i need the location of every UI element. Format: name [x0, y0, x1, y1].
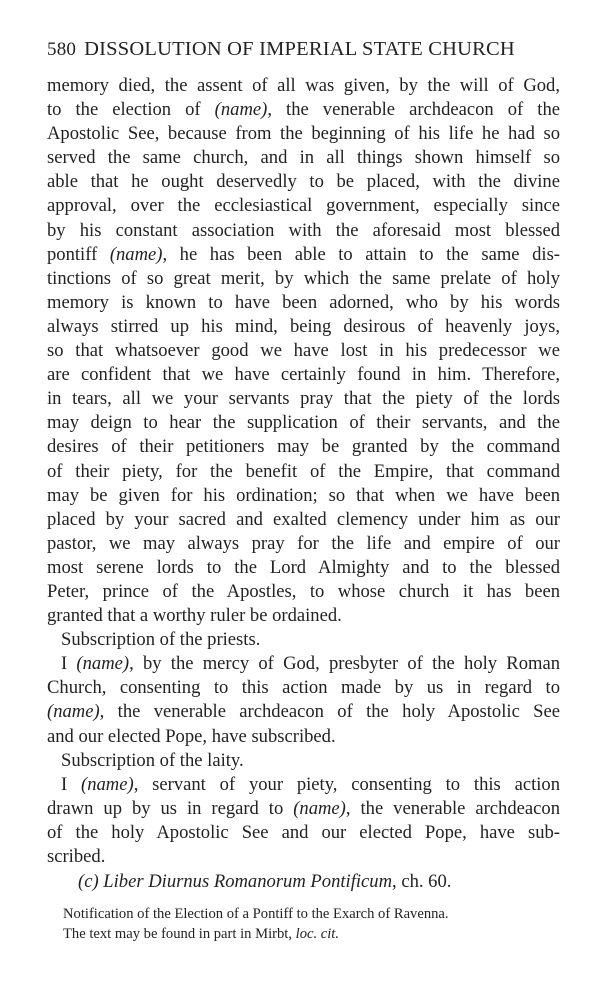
page-number: 580 — [47, 39, 77, 60]
text-line — [47, 291, 560, 315]
text-segment: most serene lords to the Lord Almighty and to the blessed — [47, 556, 560, 578]
text-segment: Subscription of the laity. — [61, 749, 244, 771]
text-segment: , the venerable archdeacon — [345, 797, 560, 819]
text-segment: able that he ought deservedly to be placed, with the divine — [47, 171, 560, 193]
name-placeholder: (name) — [109, 243, 163, 265]
text-line — [47, 580, 560, 604]
text-segment: approval, over the ecclesiastical government, especially since — [47, 195, 560, 217]
text-line — [47, 725, 560, 749]
text-segment: scribed. — [47, 846, 106, 867]
text-line — [47, 532, 560, 556]
text-segment: , the venerable archdeacon of the — [267, 99, 560, 121]
text-line — [47, 243, 560, 267]
source-note — [63, 904, 449, 944]
text-segment: placed by your sacred and exalted clemency under him as our — [47, 508, 560, 530]
text-segment: , he has been able to attain to the same dis- — [162, 243, 560, 265]
text-line — [47, 773, 560, 797]
text-segment: so that whatsoever good we have lost in his predecessor we — [47, 340, 560, 362]
text-segment: I — [61, 653, 77, 675]
text-line — [47, 363, 560, 387]
text-line — [47, 821, 560, 845]
name-placeholder: (name) — [76, 653, 130, 675]
text-segment: , servant of your piety, consenting to this action — [133, 773, 560, 795]
text-line — [47, 556, 560, 580]
text-line — [47, 460, 560, 484]
text-line — [47, 604, 560, 628]
name-placeholder: (name) — [47, 701, 100, 723]
text-line — [47, 339, 560, 363]
body-text — [47, 74, 560, 869]
text-segment: of the holy Apostolic See and our elected Pope, have sub- — [47, 821, 560, 843]
text-segment: and our elected Pope, have subscribed. — [47, 725, 336, 747]
text-segment: always stirred up his mind, being desirous of heavenly joys, — [47, 315, 560, 337]
note-reference: loc. cit. — [295, 926, 340, 942]
text-line — [47, 484, 560, 508]
text-segment: pontiff — [47, 243, 110, 265]
text-line — [47, 315, 560, 339]
text-line — [47, 194, 560, 218]
source-chapter: , ch. 60. — [392, 871, 452, 892]
text-segment: may deign to hear the supplication of their servants, and the — [47, 412, 560, 434]
text-line — [47, 146, 560, 170]
text-segment: Church, consenting to this action made by us in regard to — [47, 677, 560, 699]
text-segment: , the venerable archdeacon of the holy Apostolic See — [99, 701, 560, 723]
text-segment: drawn up by us in regard to — [47, 797, 294, 819]
text-line — [47, 749, 560, 773]
text-line — [47, 435, 560, 459]
note-line-2 — [63, 924, 449, 944]
text-line — [47, 700, 560, 724]
name-placeholder: (name) — [214, 99, 268, 121]
text-line — [47, 845, 560, 869]
text-segment: Subscription of the priests. — [61, 629, 261, 651]
text-segment: memory died, the assent of all was given, by the will of God, — [47, 75, 560, 96]
name-placeholder: (name) — [81, 773, 134, 795]
text-line — [47, 508, 560, 532]
source-heading — [78, 871, 451, 893]
text-segment: memory is known to have been adorned, who by his words — [47, 291, 560, 313]
name-placeholder: (name) — [293, 797, 346, 819]
text-line — [47, 797, 560, 821]
text-segment: tinctions of so great merit, by which the same prelate of holy — [47, 267, 560, 289]
text-segment: to the election of — [47, 99, 215, 121]
source-label: (c) — [78, 871, 99, 892]
text-segment: by his constant association with the aforesaid most blessed — [47, 219, 560, 241]
text-line — [47, 652, 560, 676]
text-segment: I — [61, 773, 82, 795]
text-line — [47, 98, 560, 122]
running-title: DISSOLUTION OF IMPERIAL STATE CHURCH — [84, 38, 515, 60]
text-line — [47, 411, 560, 435]
source-title: Liber Diurnus Romanorum Pontificum — [103, 871, 393, 892]
note-text: The text may be found in part in Mirbt, — [63, 926, 296, 942]
text-segment: Peter, prince of the Apostles, to whose church it has been — [47, 580, 560, 602]
text-line — [47, 676, 560, 700]
text-line — [47, 267, 560, 291]
text-line — [47, 74, 560, 98]
text-segment: in tears, all we your servants pray that the piety of the lords — [47, 388, 560, 410]
text-segment: desires of their petitioners may be granted by the command — [47, 436, 560, 458]
text-segment: of their piety, for the benefit of the Empire, that command — [47, 460, 560, 482]
text-line — [47, 219, 560, 243]
note-line-1: Notification of the Election of a Pontiff to the Exarch of Ravenna. — [63, 906, 449, 922]
text-line — [47, 628, 560, 652]
text-segment: Apostolic See, because from the beginning of his life he had so — [47, 123, 560, 145]
text-line — [47, 122, 560, 146]
text-segment: served the same church, and in all things shown himself so — [47, 147, 560, 169]
text-segment: granted that a worthy ruler be ordained. — [47, 605, 342, 627]
text-segment: pastor, we may always pray for the life and empire of our — [47, 532, 560, 554]
text-segment: are confident that we have certainly found in him. Therefore, — [47, 364, 560, 386]
running-header — [47, 38, 557, 61]
text-segment: , by the mercy of God, presbyter of the holy Roman — [129, 653, 560, 675]
text-line — [47, 170, 560, 194]
text-segment: may be given for his ordination; so that when we have been — [47, 484, 560, 506]
text-line — [47, 387, 560, 411]
